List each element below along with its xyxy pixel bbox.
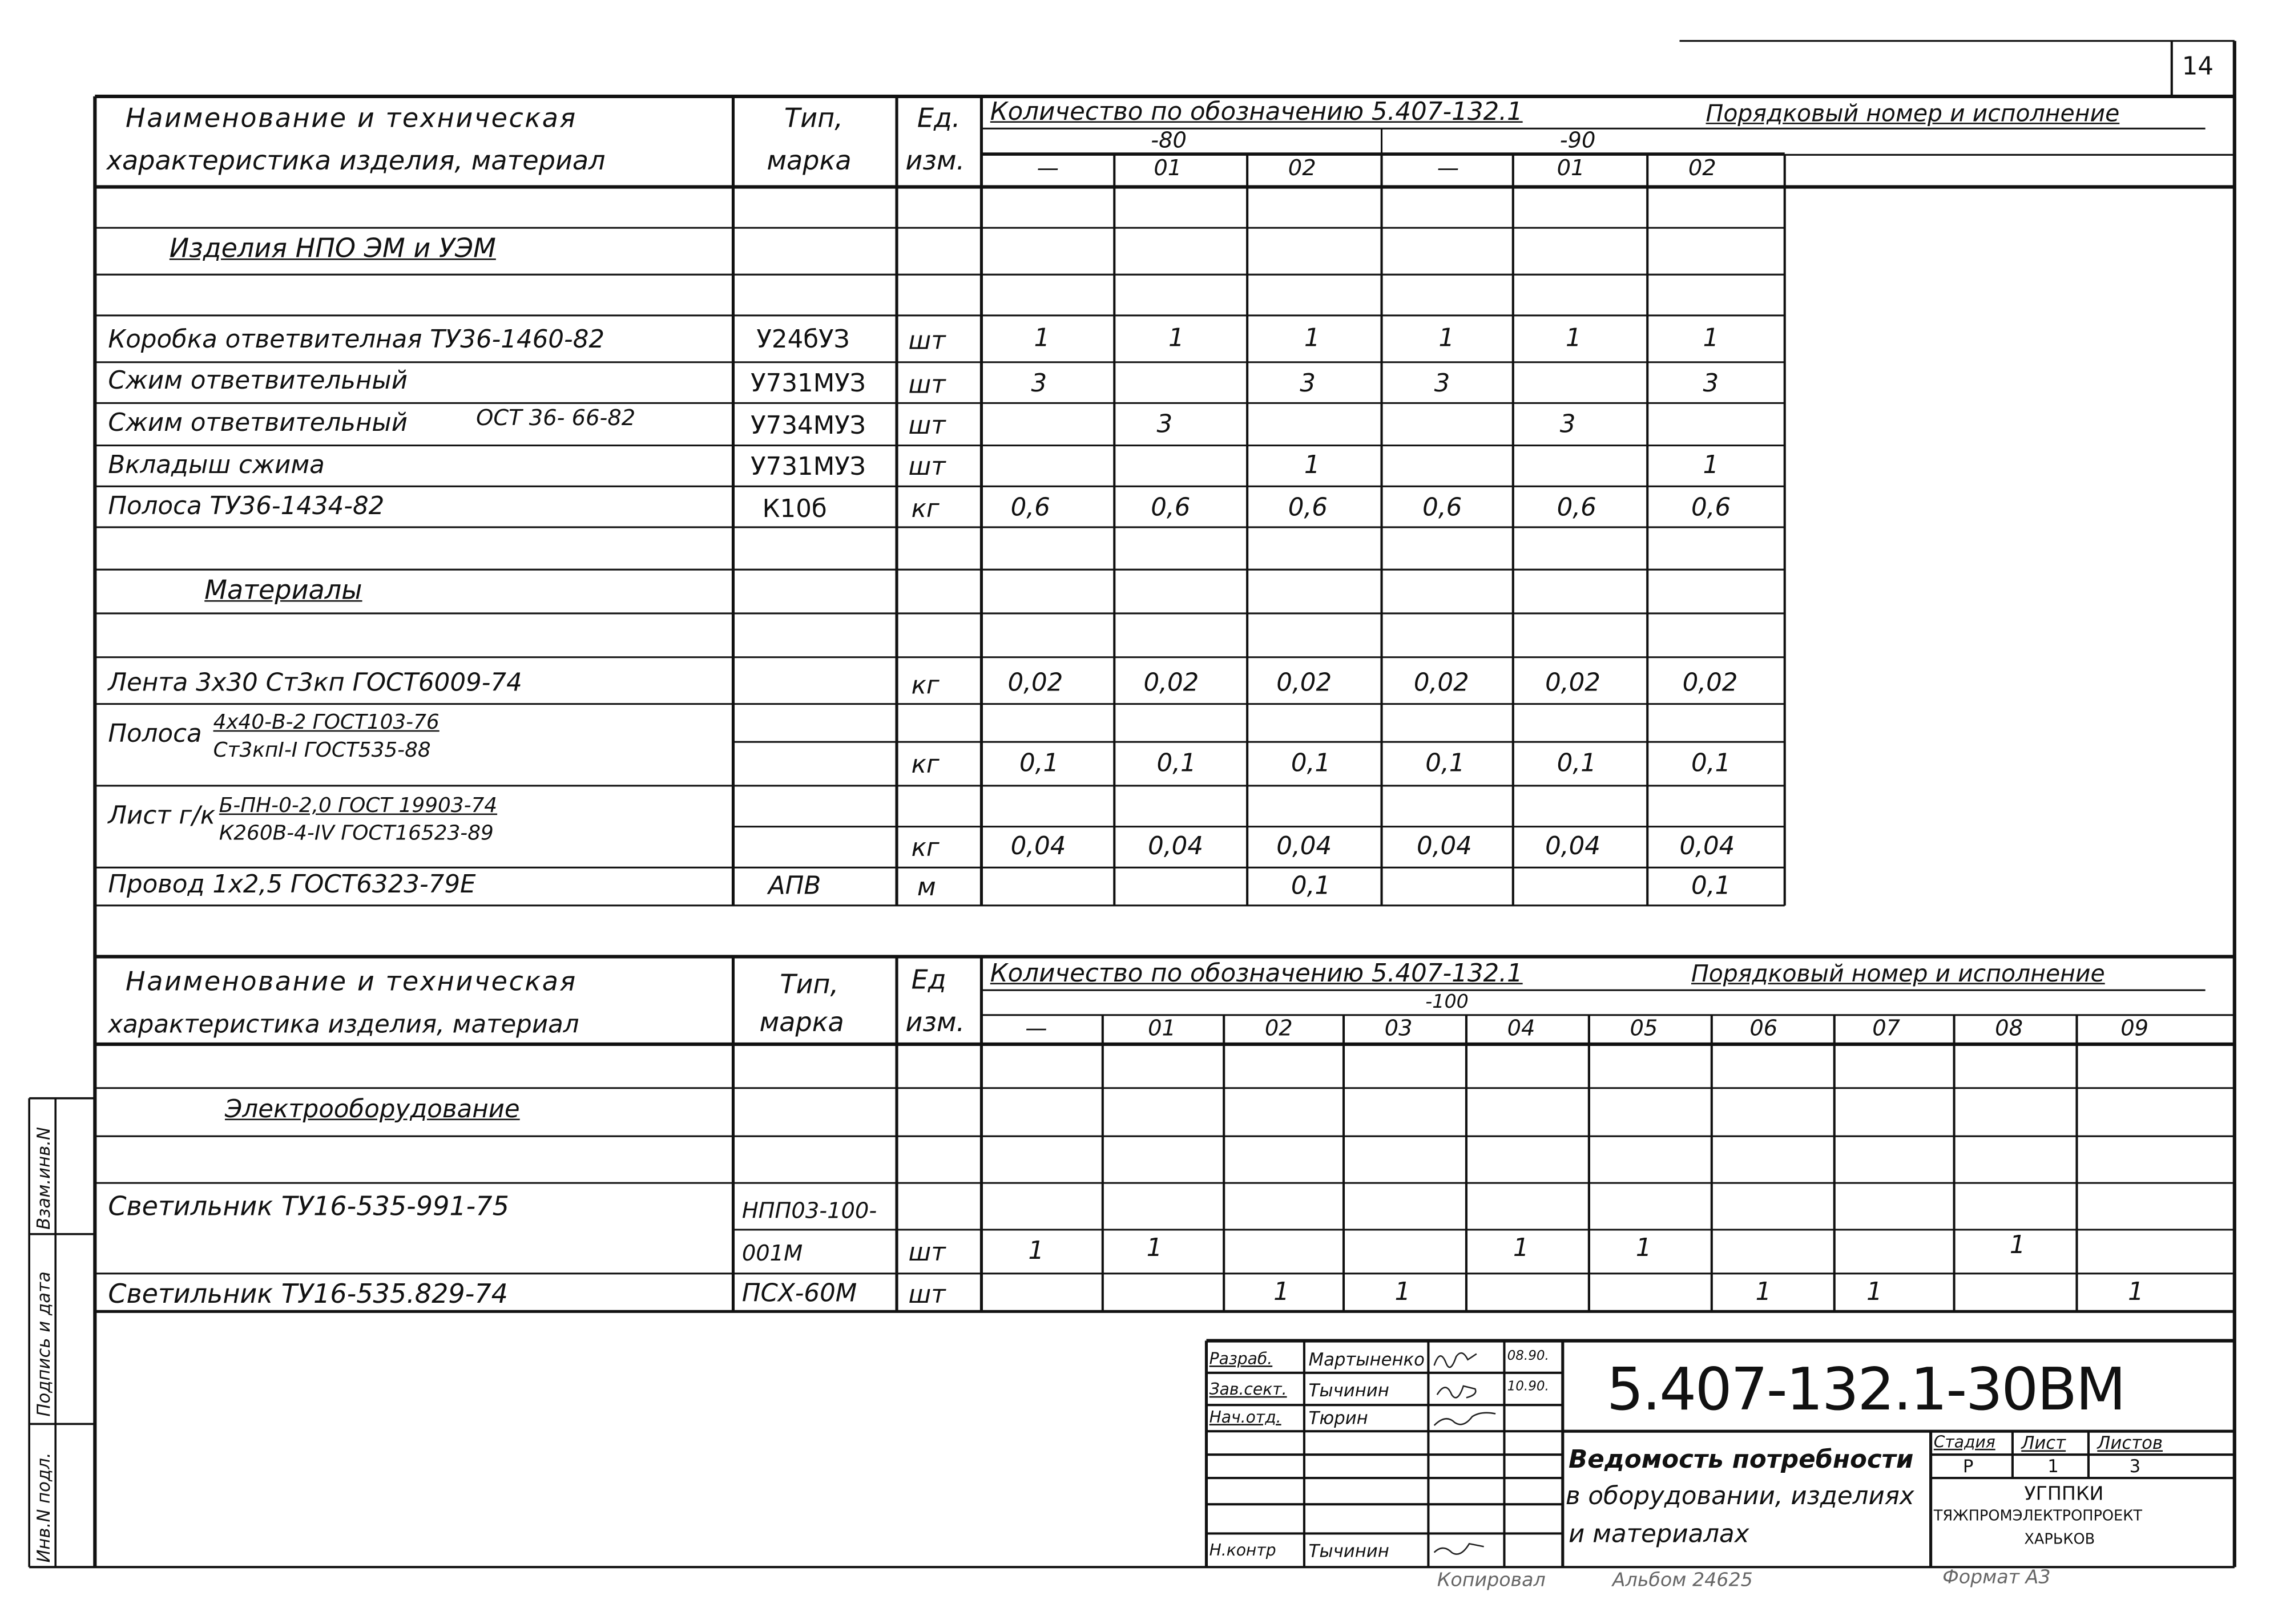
- t2-row1-val: 1: [1866, 1278, 1882, 1307]
- t1-row-frac-bottom: К260В-4-IV ГОСТ16523-89: [219, 822, 494, 846]
- tb-sheet: 1: [2047, 1456, 2059, 1477]
- sheet-number: 14: [2182, 52, 2214, 82]
- t1-col-3: 02: [1288, 155, 1316, 181]
- t1-row1-val: 3: [1703, 369, 1719, 399]
- t2-row-unit: шт: [908, 1280, 946, 1310]
- t1-row4-val: 0,6: [1151, 494, 1191, 523]
- t2-row0-val: 1: [1513, 1234, 1529, 1263]
- tb-org-line1: УГППКИ: [2024, 1484, 2104, 1506]
- t1-row5-val: 0,02: [1007, 669, 1063, 698]
- t1-row1-val: 3: [1031, 369, 1047, 399]
- t1-row7-val: 0,04: [1276, 832, 1332, 862]
- t1-row-unit: кг: [911, 750, 940, 780]
- t2-col-3: 02: [1264, 1015, 1293, 1041]
- t2-col-6: 05: [1630, 1015, 1658, 1041]
- t1-col-1: —: [1037, 155, 1059, 181]
- t2-col-10: 09: [2120, 1015, 2149, 1041]
- t1-row-frac-top: 4х40-В-2 ГОСТ103-76: [213, 711, 440, 735]
- tb-nkontr-name: Тычинин: [1308, 1541, 1389, 1561]
- t1-row6-val: 0,1: [1691, 749, 1731, 779]
- t1-row-frac-top: Б-ПН-0-2,0 ГОСТ 19903-74: [219, 794, 498, 818]
- side-stamp-signature-date: Подпись и дата: [33, 1271, 54, 1417]
- t2-section: Электрооборудование: [225, 1095, 520, 1125]
- t1-row7-val: 0,04: [1679, 832, 1735, 862]
- t1-row-name: Сжим ответвительный: [108, 366, 408, 396]
- footer-format: Формат А3: [1942, 1567, 2051, 1589]
- t1-row2-val: 3: [1559, 410, 1576, 440]
- t1-row3-val: 1: [1703, 451, 1719, 481]
- tb-date-1: 10.90.: [1507, 1380, 1549, 1395]
- t1-section-items: Изделия НПО ЭМ и УЭМ: [169, 233, 496, 265]
- footer-album: Альбом 24625: [1612, 1570, 1753, 1592]
- t1-row-name: Полоса ТУ36-1434-82: [108, 492, 385, 522]
- footer-copied: Копировал: [1437, 1570, 1546, 1592]
- t1-row1-val: 3: [1300, 369, 1316, 399]
- t1-row0-val: 1: [1703, 324, 1719, 354]
- t1-header-type-line1: Тип,: [784, 103, 843, 135]
- t2-row-type: ПСХ-60М: [741, 1279, 857, 1309]
- t1-row-frac-bottom: Ст3кпI-I ГОСТ535-88: [213, 739, 431, 763]
- t1-group-90: -90: [1559, 127, 1596, 153]
- t2-order-title: Порядковый номер и исполнение: [1691, 959, 2105, 988]
- t1-row-unit: шт: [908, 453, 946, 482]
- t1-row-name: Коробка ответвителная ТУ36-1460-82: [108, 325, 605, 355]
- t2-header-unit-line1: Ед: [911, 965, 946, 996]
- t1-row-unit: кг: [911, 495, 940, 524]
- t2-col-5: 04: [1507, 1015, 1535, 1041]
- t2-row0-val: 1: [1028, 1237, 1045, 1266]
- t1-row-name: Провод 1х2,5 ГОСТ6323-79Е: [108, 870, 476, 900]
- t2-header-unit-line2: изм.: [905, 1007, 965, 1039]
- t1-row5-val: 0,02: [1276, 669, 1332, 698]
- t2-row-type-line2: 001М: [741, 1239, 803, 1266]
- t2-row1-val: 1: [1273, 1278, 1289, 1307]
- t1-header-unit-line1: Ед.: [917, 103, 961, 135]
- t1-row0-val: 1: [1304, 324, 1320, 354]
- tb-name-0: Мартыненко: [1308, 1349, 1425, 1370]
- tb-doc-title-line2: в оборудовании, изделиях: [1565, 1482, 1914, 1512]
- t1-row-unit: шт: [908, 411, 946, 441]
- t1-row-type: У731МУЗ: [751, 369, 866, 399]
- t1-row3-val: 1: [1304, 451, 1320, 481]
- t2-row-name: Светильник ТУ16-535-991-75: [108, 1191, 509, 1223]
- tb-date-0: 08.90.: [1507, 1349, 1549, 1364]
- t2-row1-val: 1: [1394, 1278, 1411, 1307]
- t1-row-name: Лента 3х30 Ст3кп ГОСТ6009-74: [108, 669, 522, 698]
- side-stamp-replace-inv: Взам.инв.N: [33, 1126, 54, 1230]
- t1-row-name: Вкладыш сжима: [108, 451, 325, 481]
- t2-col-8: 07: [1872, 1015, 1901, 1041]
- t2-row0-val: 1: [1635, 1234, 1652, 1263]
- t1-row6-val: 0,1: [1557, 749, 1596, 779]
- t1-row5-val: 0,02: [1413, 669, 1469, 698]
- t2-row0-val: 1: [1146, 1234, 1163, 1263]
- t2-col-9: 08: [1995, 1015, 2023, 1041]
- t1-col-2: 01: [1154, 155, 1182, 181]
- t1-row0-val: 1: [1034, 324, 1050, 354]
- t1-row5-val: 0,02: [1682, 669, 1738, 698]
- tb-name-1: Тычинин: [1308, 1380, 1389, 1401]
- tb-doc-title-line1: Ведомость потребности: [1569, 1445, 1914, 1475]
- t1-header-name-line2: характеристика изделия, материал: [106, 146, 606, 177]
- tb-role-1: Зав.сект.: [1209, 1380, 1287, 1399]
- t1-row7-val: 0,04: [1010, 832, 1066, 862]
- t2-header-type-line2: марка: [759, 1007, 844, 1039]
- t1-row7-val: 0,04: [1416, 832, 1472, 862]
- tb-sheets: 3: [2129, 1456, 2141, 1477]
- t1-row-unit: шт: [908, 327, 946, 357]
- t1-row7-val: 0,04: [1148, 832, 1204, 862]
- t1-group-80: -80: [1151, 127, 1187, 153]
- t1-qty-title: Количество по обозначению 5.407-132.1: [990, 98, 1523, 127]
- side-stamp-inv-no: Инв.N подл.: [33, 1452, 54, 1563]
- t1-order-title: Порядковый номер и исполнение: [1706, 99, 2120, 127]
- t2-row-type-line1: НПП03-100-: [741, 1197, 877, 1224]
- t1-row6-val: 0,1: [1425, 749, 1465, 779]
- t1-row6-val: 0,1: [1156, 749, 1196, 779]
- t1-row6-val: 0,1: [1019, 749, 1059, 779]
- tb-role-2: Нач.отд.: [1209, 1408, 1281, 1427]
- t2-row-unit: шт: [908, 1238, 946, 1268]
- tb-doc-title-line3: и материалах: [1569, 1520, 1749, 1550]
- t1-row-name: Полоса: [108, 720, 202, 749]
- t1-row-name: Сжим ответвительный: [108, 409, 408, 438]
- t2-group-100: -100: [1425, 991, 1469, 1014]
- tb-org-line2: ТЯЖПРОМЭЛЕКТРОПРОЕКТ: [1933, 1508, 2143, 1525]
- t1-row-type: АПВ: [768, 871, 821, 902]
- t2-header-name-line1: Наименование и техническая: [126, 967, 577, 998]
- t1-row5-val: 0,02: [1545, 669, 1600, 698]
- t1-row4-val: 0,6: [1288, 494, 1328, 523]
- t2-col-4: 03: [1384, 1015, 1413, 1041]
- tb-sheets-label: Листов: [2097, 1432, 2163, 1453]
- t1-row-name-suffix: ОСТ 36- 66-82: [476, 404, 636, 431]
- tb-designation: 5.407-132.1-30ВМ: [1606, 1356, 2125, 1424]
- t1-row8-val: 0,1: [1291, 871, 1331, 902]
- t2-row1-val: 1: [1755, 1278, 1772, 1307]
- t2-row-name: Светильник ТУ16-535.829-74: [108, 1279, 508, 1310]
- t1-header-unit-line2: изм.: [905, 146, 965, 177]
- t1-row-type: К10б: [762, 495, 827, 524]
- t1-row-unit: кг: [911, 834, 940, 863]
- t2-header-type-line1: Тип,: [780, 969, 839, 1001]
- t1-row-type: У734МУЗ: [751, 411, 866, 441]
- t2-row1-val: 1: [2128, 1278, 2144, 1307]
- tb-role-0: Разраб.: [1209, 1349, 1273, 1369]
- t1-row4-val: 0,6: [1691, 494, 1731, 523]
- t2-qty-title: Количество по обозначению 5.407-132.1: [990, 959, 1523, 989]
- t1-col-6: 02: [1688, 155, 1716, 181]
- tb-nkontr-role: Н.контр: [1209, 1541, 1276, 1560]
- t1-row-name: Лист г/к: [108, 802, 216, 831]
- t1-row1-val: 3: [1434, 369, 1450, 399]
- t1-row0-val: 1: [1168, 324, 1184, 354]
- t2-row0-val: 1: [2009, 1231, 2026, 1261]
- t1-row-type: У731МУЗ: [751, 453, 866, 482]
- t1-row7-val: 0,04: [1545, 832, 1600, 862]
- tb-stage-label: Стадия: [1933, 1432, 1995, 1452]
- t1-header-type-line2: марка: [767, 146, 852, 177]
- t1-row4-val: 0,6: [1557, 494, 1596, 523]
- t1-row-unit: кг: [911, 672, 940, 701]
- t1-col-4: —: [1437, 155, 1460, 181]
- t2-header-name-line2: характеристика изделия, материал: [108, 1011, 579, 1040]
- t2-col-7: 06: [1749, 1015, 1778, 1041]
- t1-row4-val: 0,6: [1010, 494, 1050, 523]
- t1-row-type: У24бУЗ: [756, 325, 850, 355]
- tb-stage: Р: [1962, 1456, 1974, 1477]
- t1-row4-val: 0,6: [1422, 494, 1462, 523]
- t1-row8-val: 0,1: [1691, 871, 1731, 902]
- t1-col-5: 01: [1557, 155, 1585, 181]
- t1-row2-val: 3: [1156, 410, 1173, 440]
- t1-row-unit: м: [917, 873, 936, 903]
- t1-row0-val: 1: [1438, 324, 1455, 354]
- tb-name-2: Тюрин: [1308, 1408, 1368, 1429]
- t1-row0-val: 1: [1565, 324, 1582, 354]
- t1-section-materials: Материалы: [204, 575, 362, 607]
- t2-col-1: —: [1025, 1015, 1047, 1041]
- t1-header-name-line1: Наименование и техническая: [126, 103, 577, 135]
- tb-sheet-label: Лист: [2021, 1432, 2066, 1453]
- t1-row5-val: 0,02: [1143, 669, 1199, 698]
- t1-row-unit: шт: [908, 371, 946, 401]
- tb-org-line3: ХАРЬКОВ: [2024, 1532, 2095, 1548]
- t1-row6-val: 0,1: [1291, 749, 1331, 779]
- t2-col-2: 01: [1148, 1015, 1176, 1041]
